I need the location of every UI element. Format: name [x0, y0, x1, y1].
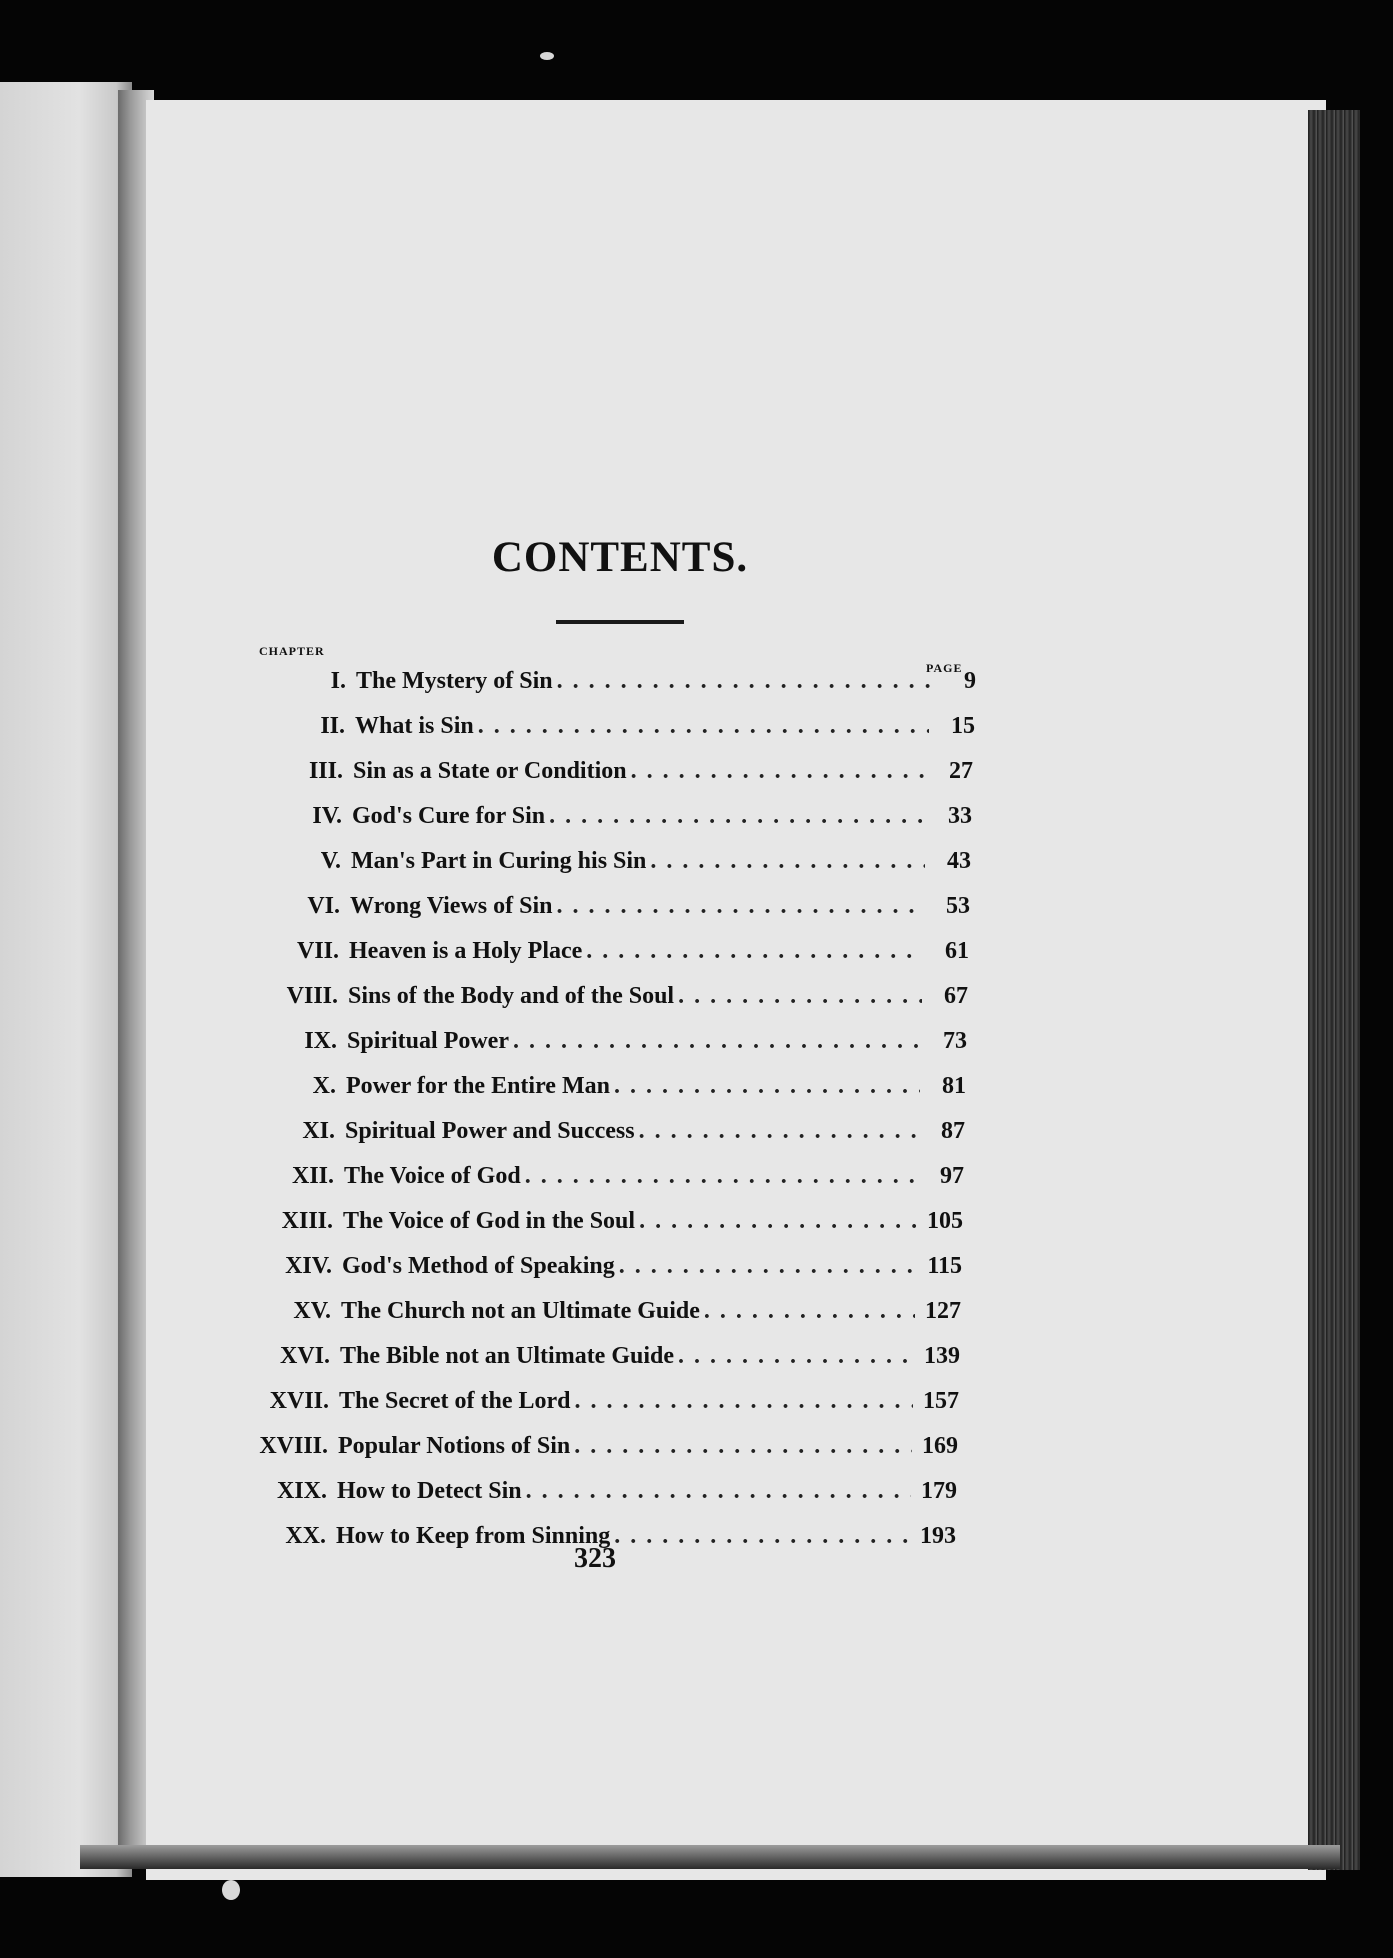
- chapter-title: How to Keep from Sinning: [336, 1523, 611, 1549]
- facing-page: [0, 82, 132, 1877]
- toc-entry: [237, 1028, 967, 1068]
- chapter-title: Sins of the Body and of the Soul: [348, 983, 675, 1009]
- chapter-number: X.: [312, 1073, 336, 1099]
- page-number: 115: [927, 1253, 962, 1279]
- chapter-title: God's Cure for Sin: [352, 803, 546, 829]
- page-number: 33: [948, 803, 972, 829]
- title-rule: [556, 620, 684, 624]
- chapter-number: II.: [320, 713, 345, 739]
- scan-speck: [540, 52, 554, 60]
- toc-entry: [231, 1298, 961, 1338]
- chapter-title: The Secret of the Lord: [339, 1388, 571, 1414]
- toc-entry: [246, 668, 976, 708]
- toc-entry: [238, 983, 968, 1023]
- toc-entry: [239, 938, 969, 978]
- scan-speck: [222, 1880, 240, 1900]
- chapter-number: XVI.: [279, 1343, 330, 1369]
- chapter-title: The Mystery of Sin: [356, 668, 553, 694]
- chapter-title: Wrong Views of Sin: [350, 893, 553, 919]
- chapter-title: Power for the Entire Man: [346, 1073, 610, 1099]
- chapter-number: XVIII.: [259, 1433, 328, 1459]
- chapter-number: IX.: [304, 1028, 337, 1054]
- chapter-title: The Voice of God: [344, 1163, 521, 1189]
- chapter-number: VI.: [307, 893, 340, 919]
- page-number: 53: [946, 893, 970, 919]
- chapter-number: XII.: [291, 1163, 334, 1189]
- page-number: 97: [940, 1163, 964, 1189]
- chapter-number: XIV.: [285, 1253, 332, 1279]
- page-number: 105: [927, 1208, 963, 1234]
- chapter-title: The Bible not an Ultimate Guide: [340, 1343, 675, 1369]
- toc-entry: [227, 1478, 957, 1518]
- toc-entry: [230, 1343, 960, 1383]
- dot-leader: [678, 983, 922, 1010]
- dot-leader: [575, 1388, 913, 1415]
- toc-entry: [242, 803, 972, 843]
- dot-leader: [631, 758, 927, 785]
- dot-leader: [526, 1478, 911, 1505]
- chapter-number: IV.: [312, 803, 342, 829]
- page-folio: 323: [574, 1543, 616, 1574]
- chapter-title: What is Sin: [355, 713, 474, 739]
- toc-entry: [233, 1208, 963, 1248]
- dot-leader: [678, 1343, 914, 1370]
- page-number: 139: [924, 1343, 960, 1369]
- dot-leader: [574, 1433, 912, 1460]
- chapter-column-header: CHAPTER: [259, 644, 325, 658]
- dot-leader: [639, 1208, 917, 1235]
- dot-leader: [557, 893, 925, 920]
- chapter-title: Popular Notions of Sin: [338, 1433, 571, 1459]
- dot-leader: [478, 713, 929, 740]
- page-number: 81: [942, 1073, 966, 1099]
- page-number: 179: [921, 1478, 957, 1504]
- dot-leader: [650, 848, 925, 875]
- page-number: 169: [922, 1433, 958, 1459]
- page-title: CONTENTS.: [491, 534, 749, 581]
- toc-entry: [229, 1388, 959, 1428]
- chapter-number: XVII.: [269, 1388, 329, 1414]
- toc-entry: [240, 893, 970, 933]
- chapter-number: XX.: [285, 1523, 326, 1549]
- page-number: 193: [920, 1523, 956, 1549]
- page-number: 87: [941, 1118, 965, 1144]
- dot-leader: [639, 1118, 919, 1145]
- page-number: 9: [964, 668, 976, 694]
- chapter-number: XI.: [302, 1118, 335, 1144]
- toc-entry: [235, 1118, 965, 1158]
- toc-entry: [236, 1073, 966, 1113]
- chapter-title: How to Detect Sin: [337, 1478, 522, 1504]
- dot-leader: [704, 1298, 915, 1325]
- chapter-title: God's Method of Speaking: [342, 1253, 615, 1279]
- chapter-title: Spiritual Power: [347, 1028, 509, 1054]
- dot-leader: [586, 938, 923, 965]
- dot-leader: [513, 1028, 921, 1055]
- chapter-title: Sin as a State or Condition: [353, 758, 627, 784]
- chapter-title: Heaven is a Holy Place: [349, 938, 583, 964]
- chapter-number: III.: [308, 758, 343, 784]
- dot-leader: [549, 803, 926, 830]
- page-number: 127: [925, 1298, 961, 1324]
- page-number: 73: [943, 1028, 967, 1054]
- chapter-title: Spiritual Power and Success: [345, 1118, 635, 1144]
- chapter-number: XIII.: [281, 1208, 333, 1234]
- toc-entry: [232, 1253, 962, 1293]
- page-number: 157: [923, 1388, 959, 1414]
- chapter-number: VIII.: [286, 983, 338, 1009]
- page-number: 61: [945, 938, 969, 964]
- page-shadow: [80, 1845, 1340, 1869]
- dot-leader: [614, 1523, 910, 1550]
- page-number: 43: [947, 848, 971, 874]
- dot-leader: [557, 668, 930, 695]
- chapter-number: I.: [330, 668, 346, 694]
- chapter-number: VII.: [296, 938, 339, 964]
- toc-entry: [234, 1163, 964, 1203]
- chapter-number: XV.: [293, 1298, 331, 1324]
- toc-entry: [243, 758, 973, 798]
- toc-entry: [241, 848, 971, 888]
- dot-leader: [619, 1253, 916, 1280]
- toc-entry: [245, 713, 975, 753]
- page-number: 27: [949, 758, 973, 784]
- page-edge: [1308, 110, 1360, 1870]
- page-number: 15: [951, 713, 975, 739]
- chapter-title: Man's Part in Curing his Sin: [351, 848, 647, 874]
- toc-entry: [228, 1433, 958, 1473]
- page-column-header: PAGE: [926, 661, 963, 675]
- dot-leader: [525, 1163, 918, 1190]
- chapter-title: The Voice of God in the Soul: [343, 1208, 636, 1234]
- chapter-number: V.: [320, 848, 341, 874]
- chapter-number: XIX.: [276, 1478, 327, 1504]
- page-number: 67: [944, 983, 968, 1009]
- chapter-title: The Church not an Ultimate Guide: [341, 1298, 700, 1324]
- dot-leader: [614, 1073, 920, 1100]
